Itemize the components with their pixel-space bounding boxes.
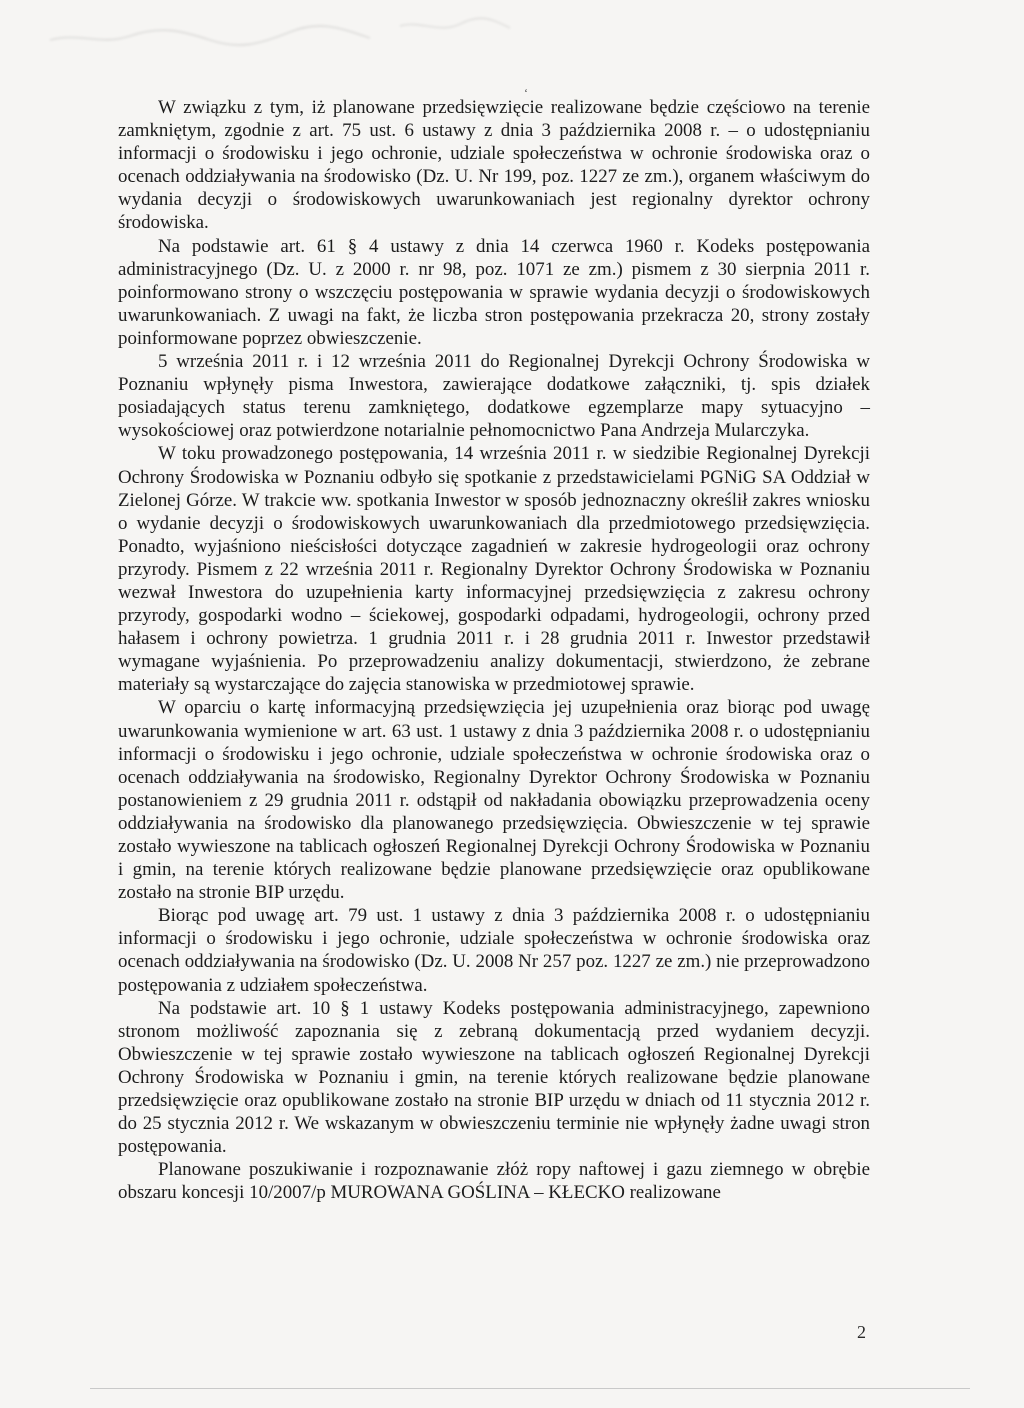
paragraph-jurisdiction: W związku z tym, iż planowane przedsięwzięcie realizowane będzie częściowo na terenie zamkniętym, zgodnie z art. 75 ust. 6 ustawy z dnia 3 października 2008 r. – o udostępnianiu informacji o środowisku i jego ochronie, udziale społeczeństwa w ochronie środowiska oraz o ocenach oddziaływania na środowisko (Dz. U. Nr 199, poz. 1227 ze zm.), organem właściwym do wydania decyzji o środowiskowych uwarunkowaniach jest regionalny dyrektor ochrony środowiska. xyxy=(118,97,870,234)
paragraph-initiation: Na podstawie art. 61 § 4 ustawy z dnia 14 czerwca 1960 r. Kodeks postępowania administracyjnego (Dz. U. z 2000 r. nr 98, poz. 1071 ze zm.) pismem z 30 sierpnia 2011 r. poinformowano strony o wszczęciu postępowania w sprawie wydania decyzji o środowiskowych uwarunkowaniach. Z uwagi na fakt, że liczba stron postępowania przekracza 20, strony zostały poinformowane poprzez obwieszczenie. xyxy=(118,235,870,349)
document-body xyxy=(118,96,870,1205)
margin-mark: ʻ xyxy=(524,86,528,100)
paragraph-planned-exploration: Planowane poszukiwanie i rozpoznawanie złóż ropy naftowej i gazu ziemnego w obrębie obszaru koncesji 10/2007/p MUROWANA GOŚLINA – KŁECKO realizowane xyxy=(118,1159,870,1204)
page-number: 2 xyxy=(857,1322,866,1342)
paragraph-access-to-documents: Na podstawie art. 10 § 1 ustawy Kodeks postępowania administracyjnego, zapewniono stronom możliwość zapoznania się z zebraną dokumentacją przed wydaniem decyzji. Obwieszczenie w tej sprawie zostało wywieszone na tablicach ogłoszeń Regionalnej Dyrekcji Ochrony Środowiska w Poznaniu i gmin, na terenie których realizowane będzie planowane przedsięwzięcie oraz opublikowane zostało na stronie BIP urzędu w dniach od 11 stycznia 2012 r. do 25 stycznia 2012 r. We wskazanym w obwieszczeniu terminie nie wpłynęły żadne uwagi stron postępowania. xyxy=(118,997,870,1158)
paragraph-public-participation: Biorąc pod uwagę art. 79 ust. 1 ustawy z dnia 3 października 2008 r. o udostępnianiu informacji o środowisku i jego ochronie, udziale społeczeństwa w ochronie środowiska oraz ocenach oddziaływania na środowisko (Dz. U. 2008 Nr 257 poz. 1227 ze zm.) nie przeprowadzono postępowania z udziałem społeczeństwa. xyxy=(118,905,870,996)
paragraph-attachments: 5 września 2011 r. i 12 września 2011 do Regionalnej Dyrekcji Ochrony Środowiska w Poznaniu wpłynęły pisma Inwestora, zawierające dodatkowe załączniki, tj. spis działek posiadających status terenu zamkniętego, dodatkowe egzemplarze mapy sytuacyjno – wysokościowej oraz potwierdzone notarialnie pełnomocnictwo Pana Andrzeja Mularczyka. xyxy=(118,351,870,442)
bottom-scan-edge xyxy=(90,1388,970,1389)
paragraph-screening-decision: W oparciu o kartę informacyjną przedsięwzięcia jej uzupełnienia oraz biorąc pod uwagę uwarunkowania wymienione w art. 63 ust. 1 ustawy z dnia 3 października 2008 r. o udostępnianiu informacji o środowisku i jego ochronie, udziale społeczeństwa w ochronie środowiska oraz o ocenach oddziaływania na środowisko, Regionalny Dyrektor Ochrony Środowiska w Poznaniu postanowieniem z 29 grudnia 2011 r. odstąpił od nakładania obowiązku przeprowadzenia oceny oddziaływania na środowisko dla planowanego przedsięwzięcia. Obwieszczenie w tej sprawie zostało wywieszone na tablicach ogłoszeń Regionalnej Dyrekcji Ochrony Środowiska w Poznaniu i gmin, na terenie których realizowane będzie planowane przedsięwzięcie oraz opublikowane zostało na stronie BIP urzędu. xyxy=(118,697,870,904)
paragraph-meeting: W toku prowadzonego postępowania, 14 września 2011 r. w siedzibie Regionalnej Dyrekcji Ochrony Środowiska w Poznaniu odbyło się spotkanie z przedstawicielami PGNiG SA Oddział w Zielonej Górze. W trakcie ww. spotkania Inwestor w sposób jednoznaczny określił zakres wniosku o wydanie decyzji o środowiskowych uwarunkowaniach dla przedmiotowego przedsięwzięcia. Ponadto, wyjaśniono nieścisłości dotyczące zagadnień w zakresie hydrogeologii oraz ochrony przyrody. Pismem z 22 września 2011 r. Regionalny Dyrektor Ochrony Środowiska w Poznaniu wezwał Inwestora do uzupełnienia karty informacyjnej przedsięwzięcia z zakresu ochrony przyrody, gospodarki wodno – ściekowej, gospodarki odpadami, hydrogeologii, ochrony przed hałasem i ochrony powietrza. 1 grudnia 2011 r. i 28 grudnia 2011 r. Inwestor przedstawił wymagane wyjaśnienia. Po przeprowadzeniu analizy dokumentacji, stwierdzono, że zebrane materiały są wystarczające do zajęcia stanowiska w przedmiotowej sprawie. xyxy=(118,443,870,696)
bleed-through-handwriting xyxy=(40,10,520,52)
